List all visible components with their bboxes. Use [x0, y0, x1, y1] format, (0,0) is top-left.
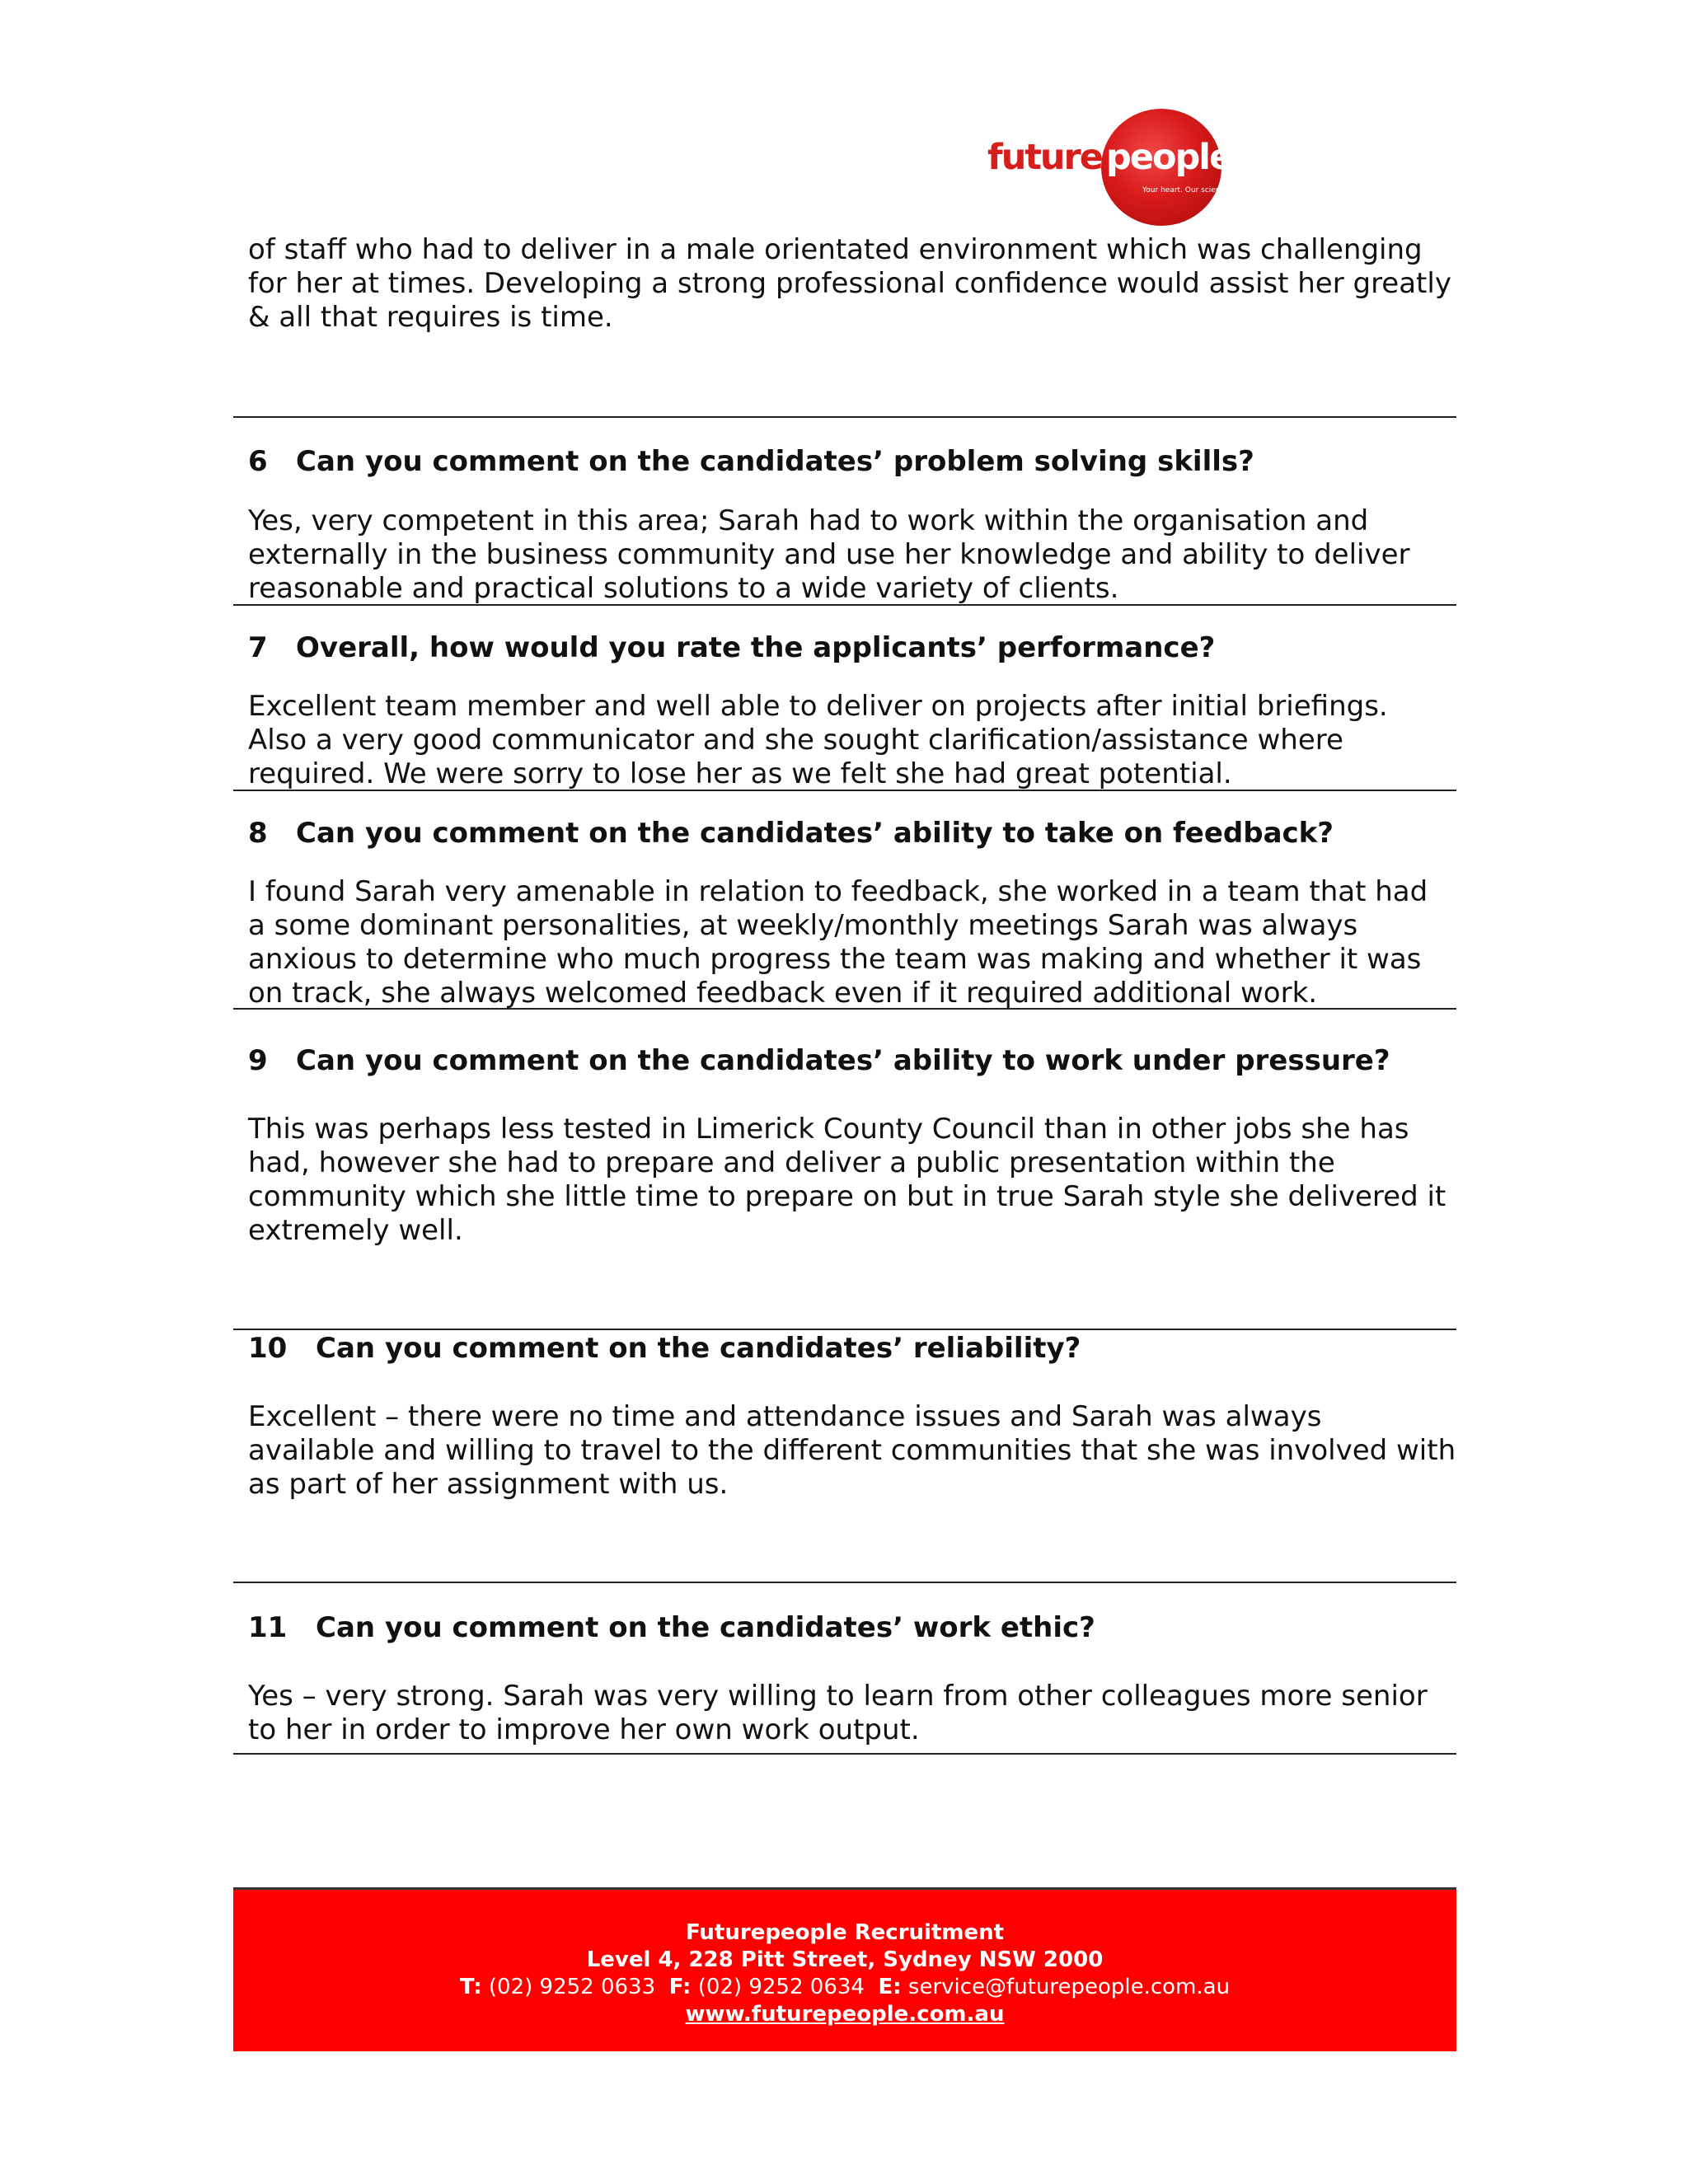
- logo-tagline: Your heart. Our science.: [1142, 186, 1231, 194]
- question-10-number: 10: [248, 1332, 288, 1365]
- section-divider: [233, 1008, 1456, 1010]
- question-7-heading: [248, 631, 1460, 664]
- footer-phone: (02) 9252 0633: [488, 1975, 656, 1999]
- question-8-text: Can you comment on the candidates’ ability to take on feedback?: [296, 817, 1334, 850]
- question-10-text: Can you comment on the candidates’ reliability?: [316, 1332, 1081, 1365]
- question-6-heading: [248, 445, 1460, 478]
- footer-email-label: E:: [878, 1975, 902, 1999]
- section-divider: [233, 1753, 1456, 1755]
- question-6-answer: Yes, very competent in this area; Sarah had to work within the organisation and externally in the business community and use her knowledge and ability to deliver reasonable and practical solutions to a wide variety of clients.: [248, 504, 1410, 605]
- section-divider: [233, 1329, 1456, 1330]
- footer-phone-label: T:: [459, 1975, 482, 1999]
- intro-paragraph: of staff who had to deliver in a male orientated environment which was challenging for her at times. Developing a strong professional confidence would assist her greatly & all that requires is time.: [248, 233, 1451, 334]
- section-divider: [233, 604, 1456, 606]
- question-9-answer: This was perhaps less tested in Limerick County Council than in other jobs she has had, however she had to prepare and deliver a public presentation within the community which she little time to prepare on but in true Sarah style she delivered it extremely well.: [248, 1113, 1447, 1247]
- question-11-text: Can you comment on the candidates’ work ethic?: [316, 1611, 1095, 1644]
- question-6-text: Can you comment on the candidates’ problem solving skills?: [296, 445, 1254, 478]
- question-8-number: 8: [248, 817, 268, 850]
- footer-fax-label: F:: [668, 1975, 692, 1999]
- footer-website-link[interactable]: www.futurepeople.com.au: [685, 2002, 1005, 2027]
- section-divider: [233, 1582, 1456, 1583]
- section-divider: [233, 416, 1456, 418]
- question-7-number: 7: [248, 631, 268, 664]
- footer-email-link[interactable]: service@futurepeople.com.au: [907, 1975, 1231, 1999]
- footer-contact-band: [233, 1887, 1456, 2051]
- footer-fax: (02) 9252 0634: [697, 1975, 865, 1999]
- footer-contact-line: [233, 1974, 1456, 2001]
- question-11-number: 11: [248, 1611, 288, 1644]
- logo-word-people: people: [1106, 137, 1232, 178]
- question-9-text: Can you comment on the candidates’ ability to work under pressure?: [296, 1044, 1390, 1077]
- question-8-heading: [248, 817, 1460, 850]
- question-8-answer: I found Sarah very amenable in relation to feedback, she worked in a team that had a some dominant personalities, at weekly/monthly meetings Sarah was always anxious to determine who much progress the team was making and whether it was on track, she always welcomed feedback even if it required additional work.: [248, 875, 1428, 1010]
- question-9-number: 9: [248, 1044, 268, 1077]
- footer-company: Futurepeople Recruitment: [685, 1920, 1005, 1945]
- footer-address: Level 4, 228 Pitt Street, Sydney NSW 2000: [586, 1947, 1104, 1972]
- question-9-heading: [248, 1044, 1460, 1077]
- question-10-heading: [248, 1332, 1460, 1365]
- question-11-heading: [248, 1611, 1460, 1644]
- question-11-answer: Yes – very strong. Sarah was very willing to learn from other colleagues more senior to her in order to improve her own work output.: [248, 1680, 1428, 1746]
- futurepeople-logo: [987, 105, 1235, 229]
- question-7-text: Overall, how would you rate the applicants’ performance?: [296, 631, 1216, 664]
- question-6-number: 6: [248, 445, 268, 478]
- question-10-answer: Excellent – there were no time and attendance issues and Sarah was always available and willing to travel to the different communities that she was involved with as part of her assignment with us.: [248, 1400, 1456, 1501]
- logo-word-future: future: [987, 137, 1102, 178]
- question-7-answer: Excellent team member and well able to deliver on projects after initial briefings. Also a very good communicator and she sought clarification/assistance where required. We were sorry to lose her as we felt she had great potential.: [248, 690, 1388, 790]
- section-divider: [233, 790, 1456, 791]
